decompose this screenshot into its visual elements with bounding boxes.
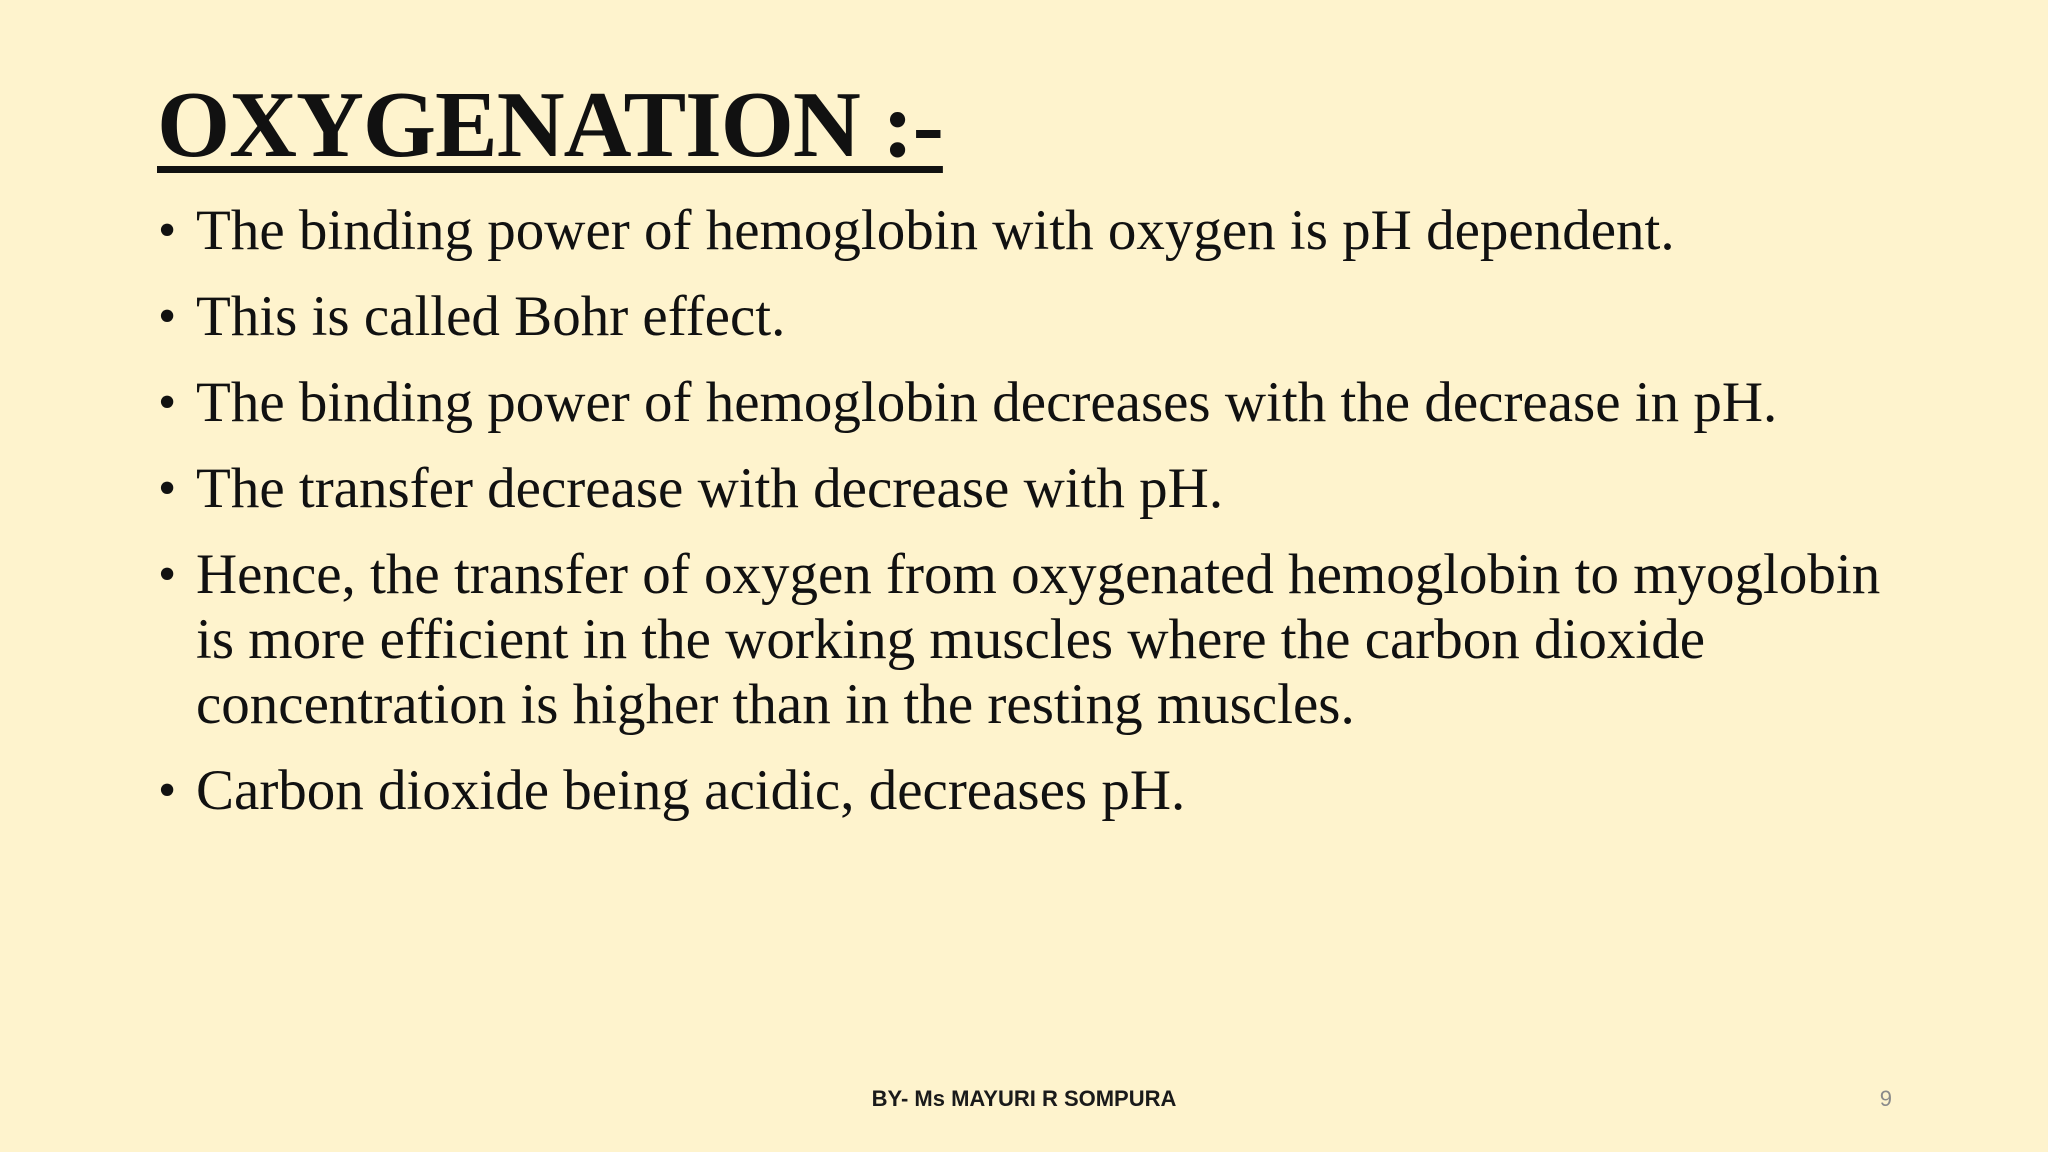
bullet-item bbox=[150, 284, 1930, 349]
bullet-text: The binding power of hemoglobin with oxygen is pH dependent. bbox=[196, 199, 1675, 262]
bullet-item bbox=[150, 758, 1930, 823]
bullet-item bbox=[150, 542, 1930, 737]
footer-author: BY- Ms MAYURI R SOMPURA bbox=[871, 1086, 1177, 1111]
bullet-text: Hence, the transfer of oxygen from oxygenated hemoglobin to myoglobin is more efficient in the working muscles where the carbon dioxide concentration is higher than in the resting muscles. bbox=[196, 543, 1881, 736]
bullet-text: Carbon dioxide being acidic, decreases pH. bbox=[196, 759, 1186, 822]
bullet-dot-icon: • bbox=[158, 288, 177, 345]
bullet-dot-icon: • bbox=[158, 546, 177, 603]
bullet-text: The binding power of hemoglobin decreases with the decrease in pH. bbox=[196, 371, 1778, 434]
bullet-item bbox=[150, 456, 1930, 521]
bullet-dot-icon: • bbox=[158, 202, 177, 259]
bullet-list bbox=[150, 198, 1930, 844]
bullet-dot-icon: • bbox=[158, 374, 177, 431]
bullet-dot-icon: • bbox=[158, 762, 177, 819]
bullet-dot-icon: • bbox=[158, 460, 177, 517]
bullet-text: This is called Bohr effect. bbox=[196, 285, 786, 348]
slide-title: OXYGENATION :- bbox=[157, 73, 943, 177]
page-number: 9 bbox=[1879, 1086, 1892, 1111]
bullet-text: The transfer decrease with decrease with pH. bbox=[196, 457, 1224, 520]
bullet-item bbox=[150, 370, 1930, 435]
bullet-item bbox=[150, 198, 1930, 263]
